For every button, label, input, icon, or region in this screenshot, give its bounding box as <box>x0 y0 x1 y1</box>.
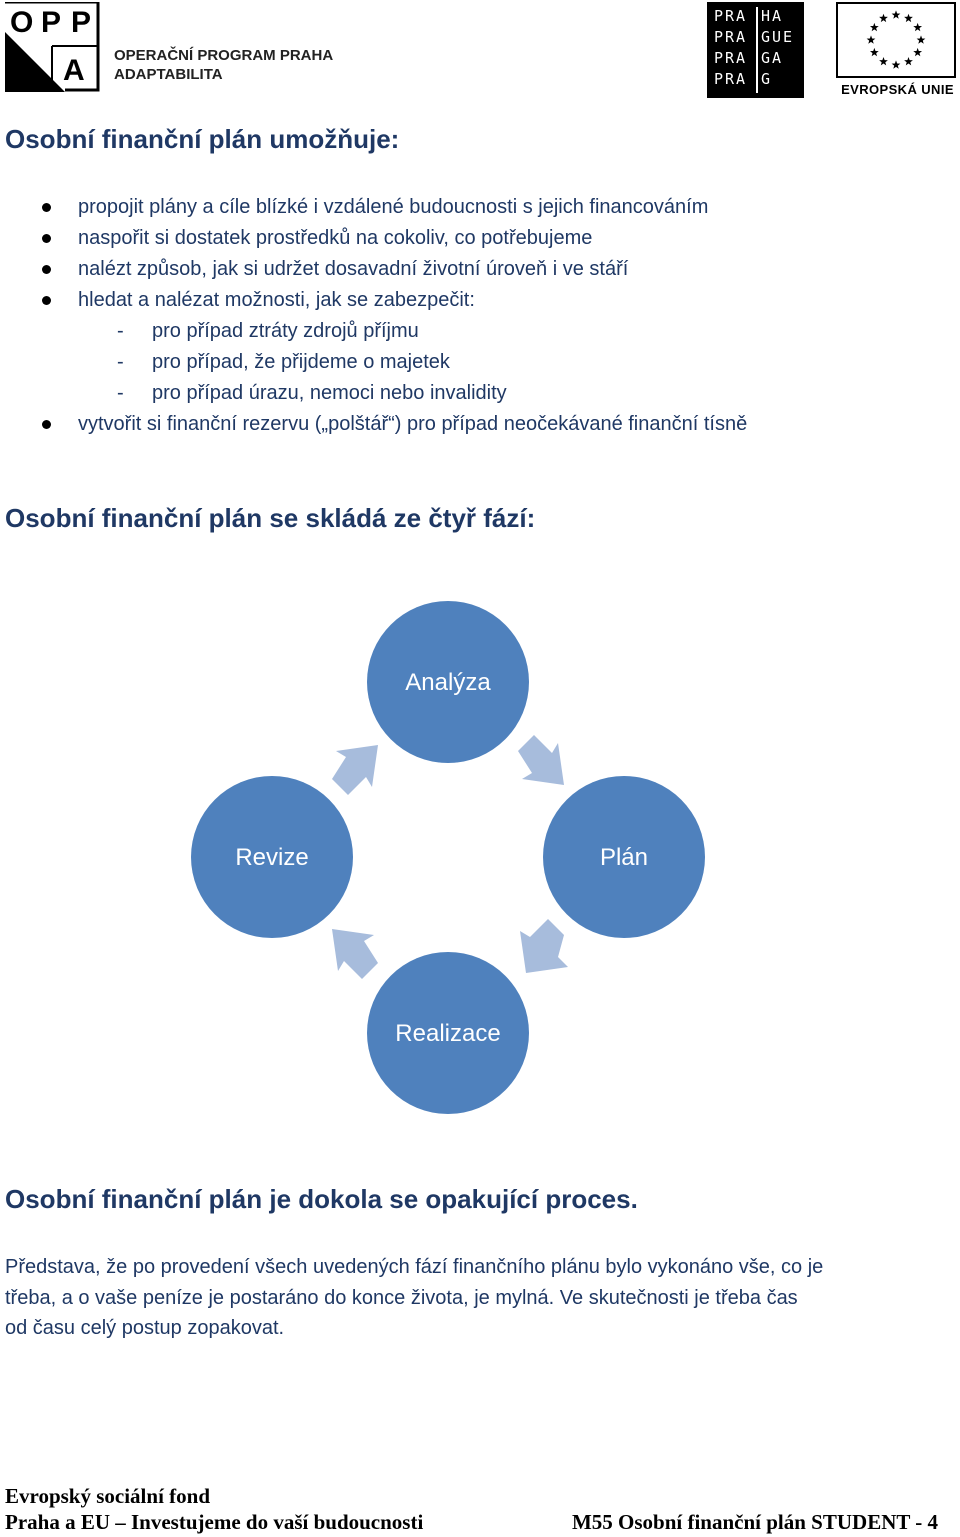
sub-list-item-text: pro případ, že přijdeme o majetek <box>152 351 450 373</box>
arrow-analyza-to-plan-icon <box>518 735 564 785</box>
opp-program-title <box>114 46 333 84</box>
praha-logo-cell: PRA <box>714 28 748 46</box>
eu-star-icon <box>904 14 913 22</box>
opp-letter-p2: P <box>71 6 93 39</box>
opp-title-line-2: ADAPTABILITA <box>114 66 223 83</box>
sub-list-item-text: pro případ úrazu, nemoci nebo invalidity <box>152 382 507 404</box>
paragraph-line: od času celý postup zopakovat. <box>5 1317 285 1339</box>
arrow-realizace-to-revize-icon <box>332 929 378 979</box>
sub-list-item <box>0 347 960 378</box>
list-item-text: naspořit si dostatek prostředků na cokoliv, co potřebujeme <box>78 227 593 249</box>
list-item-text: hledat a nalézat možnosti, jak se zabezpečit: <box>78 289 475 311</box>
list-item <box>0 285 960 316</box>
footer-praha-eu: Praha a EU – Investujeme do vaší budoucnosti <box>5 1510 424 1534</box>
praha-logo-cell: PRA <box>714 70 748 88</box>
list-item <box>0 192 960 223</box>
dash-marker: - <box>117 320 124 342</box>
opp-title-line-1: OPERAČNÍ PROGRAM PRAHA <box>114 47 334 64</box>
sub-list-item-text: pro případ ztráty zdrojů příjmu <box>152 320 419 342</box>
eu-star-icon <box>892 60 901 68</box>
footer-document-id: M55 Osobní finanční plán STUDENT - 4 <box>571 1510 938 1534</box>
praha-logo <box>707 2 804 98</box>
opp-logo <box>5 2 100 92</box>
eu-star-icon <box>892 10 901 18</box>
praha-logo-divider <box>756 7 758 93</box>
eu-star-icon <box>913 23 922 31</box>
list-item-text: nalézt způsob, jak si udržet dosavadní životní úroveň i ve stáří <box>78 258 629 280</box>
benefits-list <box>0 192 960 440</box>
opp-letter-p1: P <box>41 6 63 39</box>
arrow-revize-to-analyza-icon <box>332 745 378 795</box>
process-paragraph <box>5 1252 945 1344</box>
phase-cycle-svg <box>180 595 720 1125</box>
praha-logo-cell: G <box>761 70 773 88</box>
dash-marker: - <box>117 382 124 404</box>
praha-logo-cell: GUE <box>761 28 795 46</box>
bullet-icon <box>42 234 51 243</box>
eu-flag-icon <box>836 2 956 78</box>
phase-label-realizace: Realizace <box>395 1020 501 1047</box>
footer-fund: Evropský sociální fond <box>5 1484 211 1508</box>
paragraph-line: Představa, že po provedení všech uvedených fází finančního plánu bylo vykonáno vše, co je <box>5 1256 824 1278</box>
phase-label-plan: Plán <box>599 844 649 871</box>
eu-label: EVROPSKÁ UNIE <box>841 82 954 97</box>
eu-star-icon <box>917 35 926 43</box>
eu-star-icon <box>913 48 922 56</box>
eu-stars <box>838 4 954 76</box>
list-item <box>0 254 960 285</box>
bullet-icon <box>42 420 51 429</box>
sub-list-item <box>0 316 960 347</box>
sub-list-item <box>0 378 960 409</box>
praha-logo-cell: PRA <box>714 49 748 67</box>
eu-star-icon <box>879 57 888 65</box>
phase-cycle-diagram <box>180 595 720 1125</box>
phase-label-analyza: Analýza <box>405 669 491 696</box>
eu-star-icon <box>867 35 876 43</box>
opp-letter-a: A <box>63 54 86 87</box>
list-item-text: vytvořit si finanční rezervu („polštář“) pro případ neočekávané finanční tísně <box>78 413 748 435</box>
section-heading-process: Osobní finanční plán je dokola se opakující proces. <box>5 1184 638 1214</box>
bullet-icon <box>42 265 51 274</box>
paragraph-line: třeba, a o vaše peníze je postaráno do konce života, je mylná. Ve skutečnosti je třeba čas <box>5 1286 798 1309</box>
list-item <box>0 409 960 440</box>
arrow-plan-to-realizace-icon <box>520 919 568 973</box>
eu-star-icon <box>870 48 879 56</box>
opp-letter-o: O <box>10 6 35 39</box>
eu-logo <box>836 2 959 98</box>
list-item <box>0 223 960 254</box>
eu-star-icon <box>870 23 879 31</box>
dash-marker: - <box>117 351 124 373</box>
praha-logo-cell: HA <box>761 7 784 25</box>
praha-logo-cell: PRA <box>714 7 748 25</box>
eu-star-icon <box>879 14 888 22</box>
eu-star-icon <box>904 57 913 65</box>
section-heading-phases: Osobní finanční plán se skládá ze čtyř fází: <box>5 503 536 533</box>
phase-label-revize: Revize <box>235 844 309 871</box>
list-item-text: propojit plány a cíle blízké i vzdálené budoucnosti s jejich financováním <box>78 196 709 218</box>
bullet-icon <box>42 203 51 212</box>
section-heading-enables: Osobní finanční plán umožňuje: <box>5 124 400 154</box>
praha-logo-cell: GA <box>761 49 784 67</box>
bullet-icon <box>42 296 51 305</box>
